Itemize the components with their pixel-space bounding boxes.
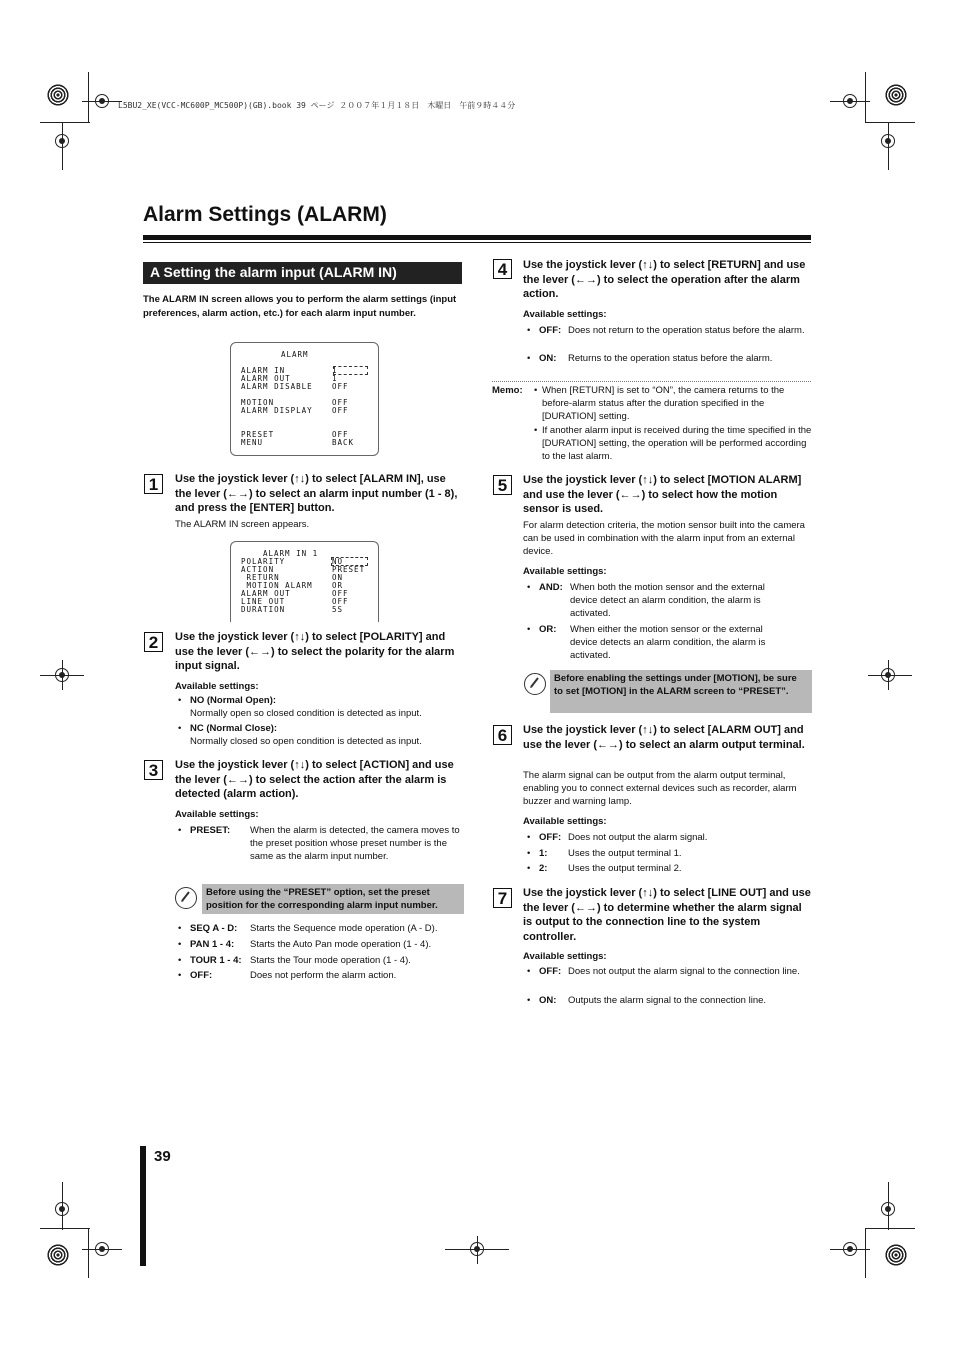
osd-label: LINE OUT <box>241 597 286 606</box>
item-text: Starts the Auto Pan mode operation (1 - 4). <box>250 939 432 950</box>
item-key: OFF: <box>190 970 213 981</box>
step-number: 7 <box>493 888 512 908</box>
osd-value: OFF <box>332 597 349 606</box>
osd-label: ALARM DISABLE <box>241 382 313 391</box>
list-item: • NO (Normal Open): Normally open so closed condition is detected as input. <box>178 694 463 720</box>
step-5-body: For alarm detection criteria, the motion sensor built into the camera can be used in combination with the alarm input from an external device. <box>523 520 805 557</box>
osd-value: PRESET <box>332 565 366 574</box>
osd-value: 1 <box>332 374 338 383</box>
list-item: • 2: Uses the output terminal 2. <box>527 862 812 875</box>
item-text: Normally closed so open condition is detected as input. <box>190 736 422 747</box>
item-key: ON: <box>539 995 557 1006</box>
item-text: Does not perform the alarm action. <box>250 970 397 981</box>
osd-value: 5S <box>332 605 344 614</box>
note-box: Before enabling the settings under [MOTION], be sure to set [MOTION] in the ALARM screen to “PRESET”. <box>550 670 812 713</box>
item-key: OFF: <box>539 966 562 977</box>
list-item: • 1: Uses the output terminal 1. <box>527 847 812 860</box>
step-2-title: Use the joystick lever (↑↓) to select [POLARITY] and use the lever (←→) to select the polarity for the alarm input signal. <box>175 631 455 672</box>
item-text: Uses the output terminal 1. <box>568 848 682 859</box>
step-number: 1 <box>144 474 163 494</box>
title-rule-thin <box>143 242 811 243</box>
osd-cursor <box>333 366 368 375</box>
item-text: When both the motion sensor and the external device detect an alarm condition, the alarm is activated. <box>570 582 765 619</box>
item-key: TOUR 1 - 4: <box>190 955 242 966</box>
item-key: 2: <box>539 863 548 874</box>
list-item: • OFF: Does not output the alarm signal. <box>527 831 812 844</box>
list-item: • PRESET: When the alarm is detected, the camera moves to the preset position whose preset number is the same as the alarm input number. <box>178 824 463 863</box>
memo-label-text: Memo: <box>492 385 523 396</box>
item-text: Does not output the alarm signal to the connection line. <box>568 966 800 977</box>
memo-text: If another alarm input is received during the time specified in the [DURATION] setting, the operation will be performed according to the last alarm. <box>542 425 812 462</box>
memo-divider <box>492 381 811 382</box>
step-6-title: Use the joystick lever (↑↓) to select [ALARM OUT] and use the lever (←→) to select an alarm output terminal. <box>523 724 805 751</box>
osd-value: OR <box>332 581 344 590</box>
memo-text: When [RETURN] is set to “ON”, the camera returns to the before-alarm status after the duration specified in the [DURATION] setting. <box>542 385 785 422</box>
item-key: SEQ A - D: <box>190 923 238 934</box>
item-text: Starts the Tour mode operation (1 - 4). <box>250 955 411 966</box>
step-3-title: Use the joystick lever (↑↓) to select [ACTION] and use the lever (←→) to select the action after the alarm is detected (alarm action). <box>175 759 454 800</box>
available-settings-label: Available settings: <box>523 566 607 577</box>
memo-item: • When [RETURN] is set to “ON”, the camera returns to the before-alarm status after the duration specified in the [DURATION] setting. <box>534 384 812 423</box>
osd-title: ALARM IN 1 <box>263 549 319 558</box>
item-key: OFF: <box>539 325 562 336</box>
item-text: Starts the Sequence mode operation (A - D). <box>250 923 438 934</box>
available-settings-label: Available settings: <box>175 681 259 692</box>
step-number: 5 <box>493 475 512 495</box>
list-item: • TOUR 1 - 4: Starts the Tour mode operation (1 - 4). <box>178 954 468 967</box>
page-title: Alarm Settings (ALARM) <box>143 203 387 226</box>
alarm-in-screen <box>230 541 379 622</box>
section-intro: The ALARM IN screen allows you to perform the alarm settings (input preferences, alarm action, etc.) for each alarm input number. <box>143 294 457 319</box>
step-number: 6 <box>493 725 512 745</box>
list-item: • NC (Normal Close): Normally closed so open condition is detected as input. <box>178 722 463 748</box>
osd-value: BACK <box>332 438 355 447</box>
item-text: Does not output the alarm signal. <box>568 832 708 843</box>
memo-label <box>492 384 523 397</box>
note-icon <box>175 887 197 909</box>
alarm-menu-screen <box>230 342 379 456</box>
item-key: OR: <box>539 624 557 635</box>
item-key: AND: <box>539 582 563 593</box>
step-number: 2 <box>144 632 163 652</box>
available-settings-label: Available settings: <box>523 951 607 962</box>
memo-item: • If another alarm input is received during the time specified in the [DURATION] setting, the operation will be performed according to the last alarm. <box>534 425 812 462</box>
osd-label: ALARM OUT <box>241 374 291 383</box>
step-6-body: The alarm signal can be output from the alarm output terminal, enabling you to connect external devices such as recorder, alarm buzzer and warning lamp. <box>523 770 797 807</box>
note-icon <box>524 673 546 695</box>
item-text: When the alarm is detected, the camera moves to the preset position whose preset number is the same as the alarm input number. <box>250 825 460 862</box>
title-rule <box>143 235 811 240</box>
step-1-title: Use the joystick lever (↑↓) to select [ALARM IN], use the lever (←→) to select an alarm input number (1 - 8), and press the [ENTER] button. <box>175 473 458 514</box>
item-text: Outputs the alarm signal to the connection line. <box>568 995 767 1006</box>
osd-value: OFF <box>332 589 349 598</box>
osd-label: MOTION ALARM <box>241 581 313 590</box>
list-item: • OFF: Does not output the alarm signal to the connection line. <box>527 965 812 978</box>
page-edge-bar <box>140 1146 146 1266</box>
section-heading: A Setting the alarm input (ALARM IN) <box>143 262 462 284</box>
osd-label: MENU <box>241 438 264 447</box>
item-text: Returns to the operation status before the alarm. <box>568 353 773 364</box>
item-text: When either the motion sensor or the external device detects an alarm condition, the alarm is activated. <box>570 624 766 661</box>
item-text: Does not return to the operation status before the alarm. <box>568 325 805 336</box>
item-text: Normally open so closed condition is detected as input. <box>190 708 422 719</box>
available-settings-label: Available settings: <box>523 816 607 827</box>
item-key: PRESET: <box>190 825 231 836</box>
osd-label: ALARM IN <box>241 366 286 375</box>
osd-label: POLARITY <box>241 557 286 566</box>
osd-label: RETURN <box>241 573 280 582</box>
list-item: • OFF: Does not return to the operation status before the alarm. <box>527 324 812 337</box>
list-item: • ON: Returns to the operation status before the alarm. <box>527 352 812 365</box>
list-item: • ON: Outputs the alarm signal to the connection line. <box>527 994 812 1007</box>
item-key: OFF: <box>539 832 562 843</box>
note-box: Before using the “PRESET” option, set the preset position for the corresponding alarm input number. <box>202 884 464 914</box>
step-number: 3 <box>144 760 163 780</box>
item-key: NC (Normal Close): <box>190 723 278 734</box>
osd-label: ACTION <box>241 565 275 574</box>
osd-label: ALARM DISPLAY <box>241 406 313 415</box>
step-7-title: Use the joystick lever (↑↓) to select [LINE OUT] and use the lever (←→) to determine whether the alarm signal is output to the connection line to the system controller. <box>523 887 811 943</box>
step-1-body: The ALARM IN screen appears. <box>175 519 310 530</box>
item-key: PAN 1 - 4: <box>190 939 235 950</box>
osd-value: OFF <box>332 430 349 439</box>
available-settings-label: Available settings: <box>523 309 607 320</box>
available-settings-label: Available settings: <box>175 809 259 820</box>
item-key: 1: <box>539 848 548 859</box>
osd-value: OFF <box>332 382 349 391</box>
osd-value: OFF <box>332 398 349 407</box>
list-item: • OR: When either the motion sensor or the external device detects an alarm condition, the alarm is activated. <box>527 623 787 662</box>
osd-value: ON <box>332 573 344 582</box>
osd-label: DURATION <box>241 605 286 614</box>
item-key: ON: <box>539 353 557 364</box>
item-text: Uses the output terminal 2. <box>568 863 682 874</box>
item-key: NO (Normal Open): <box>190 695 277 706</box>
osd-value: NO <box>332 557 344 566</box>
osd-value: 1 <box>332 366 338 375</box>
osd-label: MOTION <box>241 398 275 407</box>
step-5-title: Use the joystick lever (↑↓) to select [MOTION ALARM] and use the lever (←→) to select how the motion sensor is used. <box>523 474 802 515</box>
page-number: 39 <box>154 1148 171 1165</box>
osd-title: ALARM <box>281 350 309 359</box>
list-item: • OFF: Does not perform the alarm action. <box>178 969 468 982</box>
list-item: • PAN 1 - 4: Starts the Auto Pan mode operation (1 - 4). <box>178 938 468 951</box>
osd-label: PRESET <box>241 430 275 439</box>
step-number: 4 <box>493 259 512 279</box>
list-item: • AND: When both the motion sensor and the external device detect an alarm condition, the alarm is activated. <box>527 581 787 620</box>
osd-value: OFF <box>332 406 349 415</box>
osd-label: ALARM OUT <box>241 589 291 598</box>
print-header: L5BU2_XE(VCC-MC600P_MC500P)(GB).book 39 ページ ２００７年１月１８日 木曜日 午前９時４４分 <box>118 101 516 110</box>
list-item: • SEQ A - D: Starts the Sequence mode operation (A - D). <box>178 922 468 935</box>
step-4-title: Use the joystick lever (↑↓) to select [RETURN] and use the lever (←→) to select the operation after the alarm action. <box>523 259 806 300</box>
